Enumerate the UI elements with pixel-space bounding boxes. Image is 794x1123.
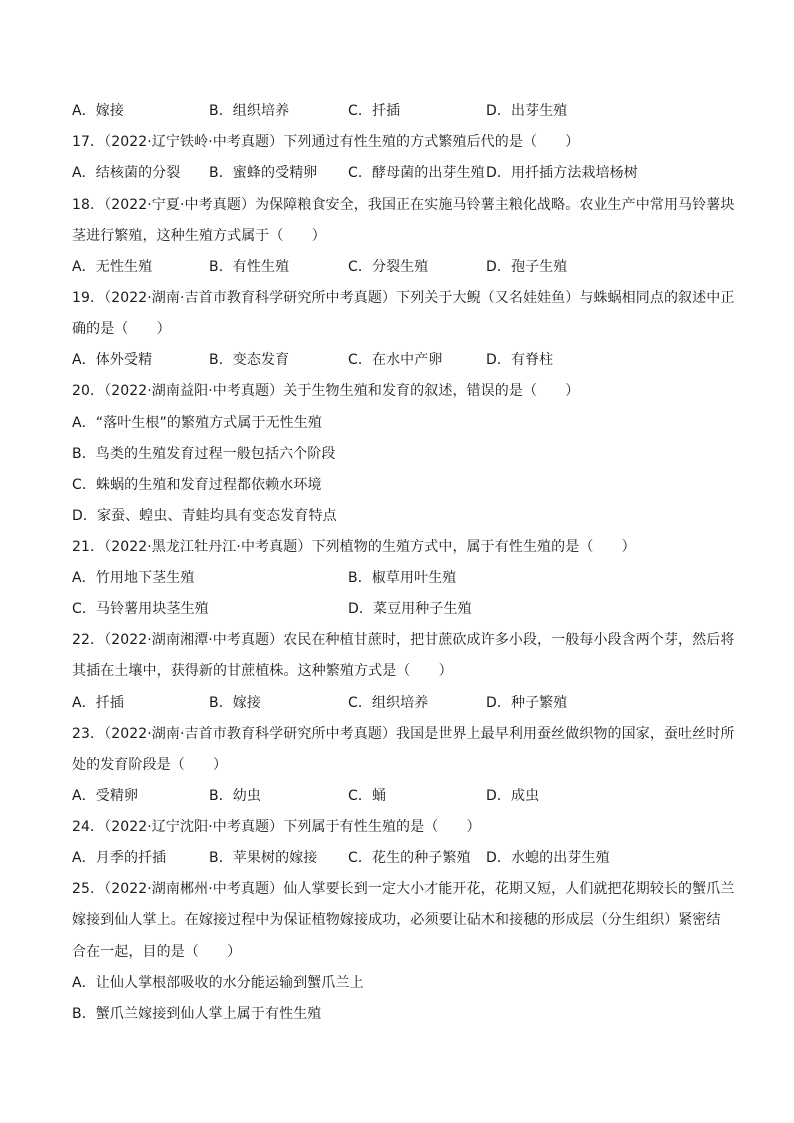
q21-option-c[interactable]: C．马铃薯用块茎生殖 [72,601,209,617]
q23-options-row [72,784,732,808]
q22-stem-line2: 其插在土壤中，获得新的甘蔗植株。这种繁殖方式是（ ） [72,663,453,679]
q16-option-d[interactable]: D．出芽生殖 [486,103,568,119]
q22-option-c[interactable]: C．组织培养 [348,695,429,711]
q24-option-a[interactable]: A．月季的扦插 [72,850,167,866]
q19-option-c[interactable]: C．在水中产卵 [348,352,443,368]
q23-stem-line1: 23．（2022·湖南·吉首市教育科学研究所中考真题）我国是世界上最早利用蚕丝做织物的国家，蚕吐丝时所 [72,726,735,742]
q22-options-row [72,691,732,715]
q19-option-d[interactable]: D．有脊柱 [486,352,554,368]
q20-option-b[interactable]: B．鸟类的生殖发育过程一般包括六个阶段 [72,446,336,462]
q16-options-row [72,99,732,123]
q18-stem-line1: 18．（2022·宁夏·中考真题）为保障粮食安全，我国正在实施马铃薯主粮化战略。农业生产中常用马铃薯块 [72,197,735,213]
q18-option-a[interactable]: A．无性生殖 [72,259,153,275]
q23-option-d[interactable]: D．成虫 [486,788,540,804]
q16-option-b[interactable]: B．组织培养 [209,103,290,119]
q17-options-row [72,161,732,185]
q21-option-a[interactable]: A．竹用地下茎生殖 [72,570,195,586]
q25-option-a[interactable]: A．让仙人掌根部吸收的水分能运输到蟹爪兰上 [72,975,364,991]
q18-options-row [72,255,732,279]
q17-option-a[interactable]: A．结核菌的分裂 [72,165,181,181]
q22-option-d[interactable]: D．种子繁殖 [486,695,568,711]
q19-option-b[interactable]: B．变态发育 [209,352,290,368]
q21-option-b[interactable]: B．椒草用叶生殖 [348,570,457,586]
q24-option-d[interactable]: D．水螅的出芽生殖 [486,850,610,866]
q16-option-a[interactable]: A．嫁接 [72,103,124,119]
q25-option-b[interactable]: B．蟹爪兰嫁接到仙人掌上属于有性生殖 [72,1006,322,1022]
q19-options-row [72,348,732,372]
q20-option-c[interactable]: C．蛛蜗的生殖和发育过程都依赖水环境 [72,477,322,493]
q21-stem: 21．（2022·黑龙江牡丹江·中考真题）下列植物的生殖方式中，属于有性生殖的是（ ） [72,539,636,555]
q18-option-c[interactable]: C．分裂生殖 [348,259,429,275]
q18-option-d[interactable]: D．孢子生殖 [486,259,568,275]
q22-option-a[interactable]: A．扦插 [72,695,124,711]
q24-option-c[interactable]: C．花生的种子繁殖 [348,850,471,866]
q23-stem-line2: 处的发育阶段是（ ） [72,757,228,773]
q22-stem-line1: 22．（2022·湖南湘潭·中考真题）农民在种植甘蔗时，把甘蔗砍成许多小段，一般每小段含两个芽，然后将 [72,632,735,648]
q22-option-b[interactable]: B．嫁接 [209,695,262,711]
q17-option-b[interactable]: B．蜜蜂的受精卵 [209,165,318,181]
q20-option-a[interactable]: A．“落叶生根”的繁殖方式属于无性生殖 [72,415,322,431]
q25-stem-line3: 合在一起，目的是（ ） [72,944,242,960]
q24-options-row [72,846,732,870]
q24-option-b[interactable]: B．苹果树的嫁接 [209,850,318,866]
q16-option-c[interactable]: C．扦插 [348,103,401,119]
q20-stem: 20．（2022·湖南益阳·中考真题）关于生物生殖和发育的叙述，错误的是（ ） [72,383,580,399]
q21-option-d[interactable]: D．菜豆用种子生殖 [348,601,472,617]
q19-option-a[interactable]: A．体外受精 [72,352,153,368]
q23-option-a[interactable]: A．受精卵 [72,788,139,804]
q21-options-row2 [72,597,732,621]
q23-option-c[interactable]: C．蛹 [348,788,387,804]
q24-stem: 24．（2022·辽宁沈阳·中考真题）下列属于有性生殖的是（ ） [72,819,481,835]
q25-stem-line2: 嫁接到仙人掌上。在嫁接过程中为保证植物嫁接成功，必须要让砧木和接穗的形成层（分生组织）紧密结 [72,912,721,928]
q18-option-b[interactable]: B．有性生殖 [209,259,290,275]
q25-stem-line1: 25．（2022·湖南郴州·中考真题）仙人掌要长到一定大小才能开花，花期又短，人们就把花期较长的蟹爪兰 [72,881,735,897]
q21-options-row1 [72,566,732,590]
q17-option-c[interactable]: C．酵母菌的出芽生殖 [348,165,485,181]
q23-option-b[interactable]: B．幼虫 [209,788,262,804]
q18-stem-line2: 茎进行繁殖，这种生殖方式属于（ ） [72,228,326,244]
q19-stem-line1: 19．（2022·湖南·吉首市教育科学研究所中考真题）下列关于大鲵（又名娃娃鱼）与蛛蜗相同点的叙述中正 [72,290,735,306]
q17-stem: 17．（2022·辽宁铁岭·中考真题）下列通过有性生殖的方式繁殖后代的是（ ） [72,134,580,150]
q19-stem-line2: 确的是（ ） [72,321,171,337]
q20-option-d[interactable]: D．家蚕、蝗虫、青蛙均具有变态发育特点 [72,508,337,524]
q17-option-d[interactable]: D．用扦插方法栽培杨树 [486,165,638,181]
